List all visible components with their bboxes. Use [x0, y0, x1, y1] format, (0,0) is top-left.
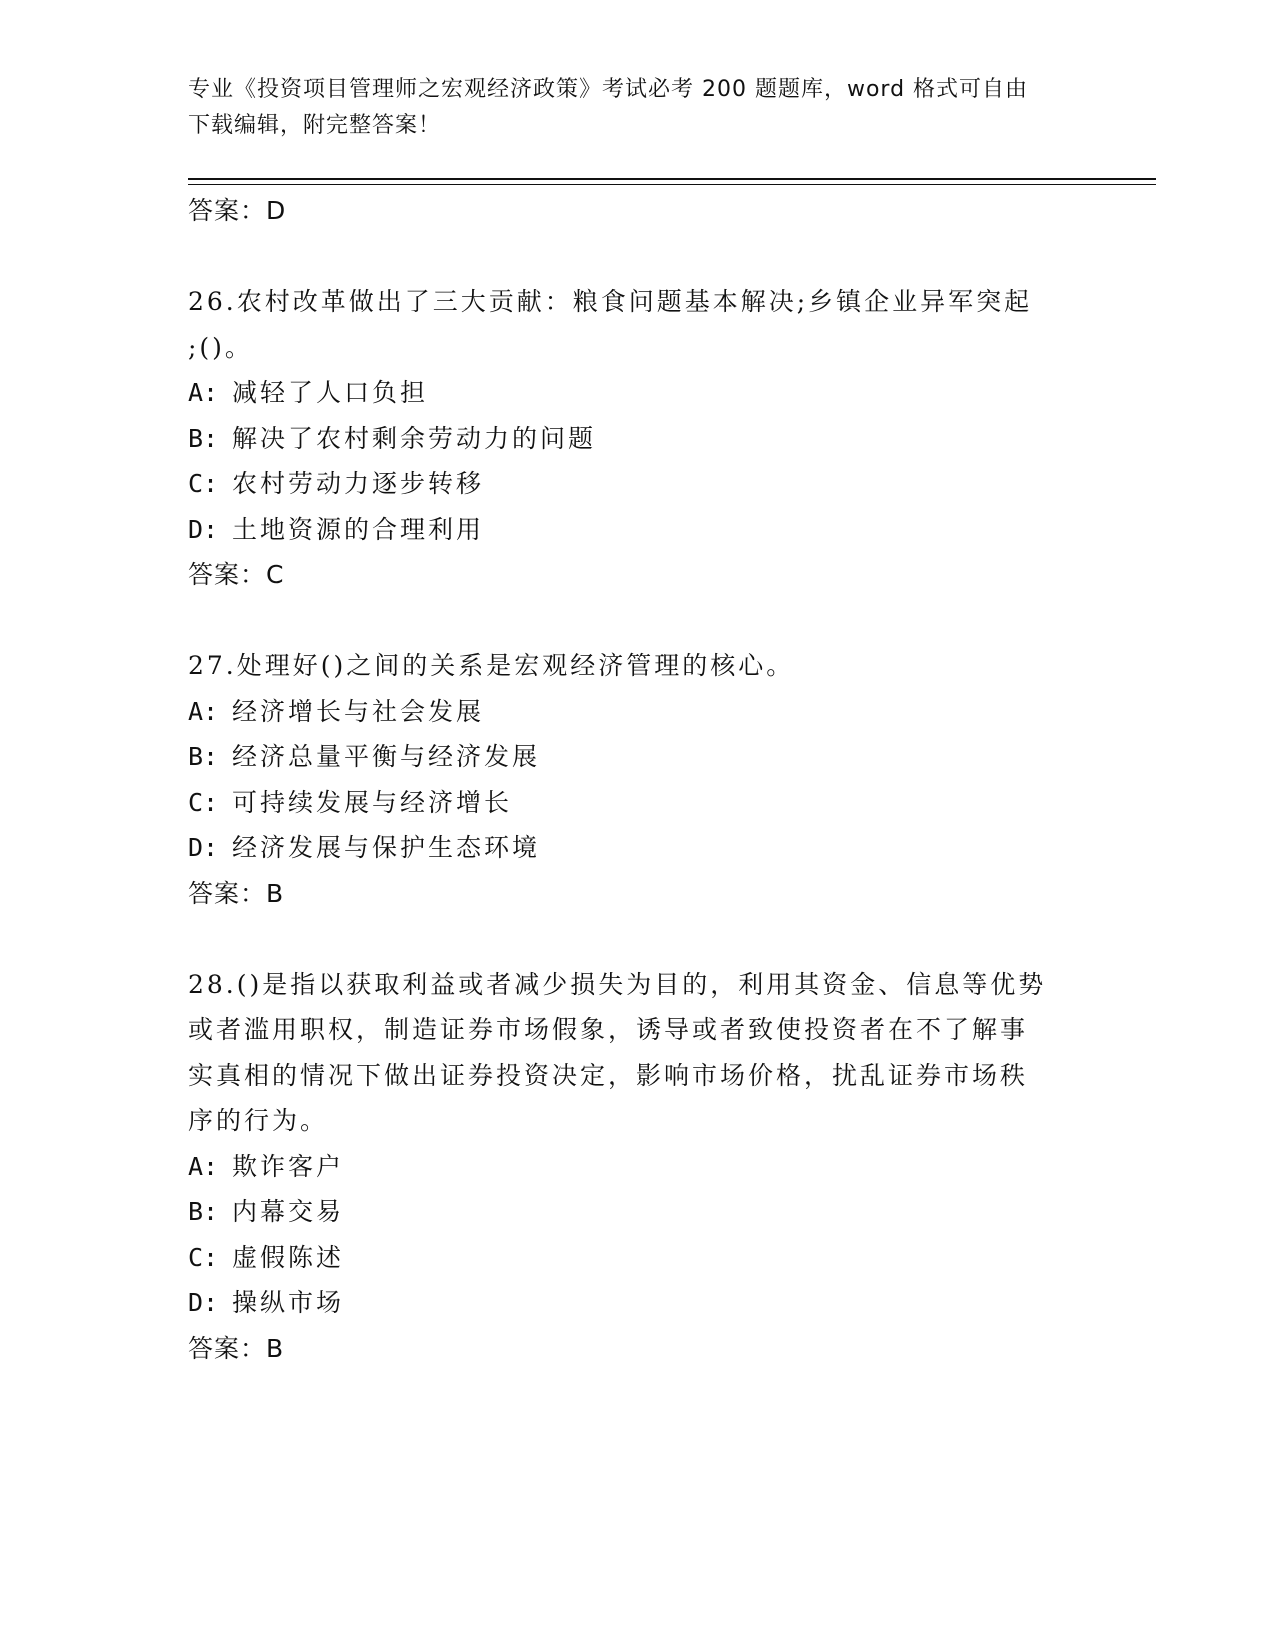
answer-line: 答案：D: [188, 196, 287, 225]
question-line: 序的行为。: [188, 1106, 329, 1135]
header-divider: [188, 178, 1156, 185]
question-line: 27.处理好()之间的关系是宏观经济管理的核心。: [188, 651, 795, 680]
option-letter: D:: [188, 514, 219, 544]
question-text: [188, 279, 1088, 370]
question-text: [188, 643, 1088, 689]
option-letter: B:: [188, 1197, 219, 1226]
question-line: 26.农村改革做出了三大贡献：粮食问题基本解决;乡镇企业异军突起: [188, 287, 1033, 316]
answer-line: 答案：B: [188, 1333, 285, 1363]
option-c: [188, 1235, 1088, 1281]
header-line-2: 下载编辑，附完整答案！: [188, 113, 442, 138]
option-b: [188, 416, 1088, 462]
option-letter: A:: [188, 1151, 219, 1181]
question-26: [188, 279, 1088, 598]
option-text: 减轻了人口负担: [232, 378, 429, 407]
option-text: 欺诈客户: [232, 1151, 345, 1181]
option-c: [188, 780, 1088, 826]
question-line: 28.()是指以获取利益或者减少损失为目的，利用其资金、信息等优势: [188, 969, 1047, 999]
option-text: 虚假陈述: [232, 1242, 345, 1272]
option-letter: C:: [188, 469, 219, 498]
question-28: [188, 962, 1088, 1372]
option-b: [188, 1189, 1088, 1235]
option-text: 经济发展与保护生态环境: [232, 833, 541, 862]
option-letter: D:: [188, 833, 219, 862]
option-c: [188, 461, 1088, 507]
option-d: [188, 1280, 1088, 1326]
question-line: 实真相的情况下做出证券投资决定，影响市场价格，扰乱证券市场秩: [188, 1060, 1029, 1090]
option-a: [188, 370, 1088, 416]
answer-line: 答案：B: [188, 878, 285, 908]
option-text: 解决了农村剩余劳动力的问题: [232, 423, 597, 453]
option-d: [188, 507, 1088, 553]
question-line: ;()。: [188, 332, 253, 362]
option-a: [188, 1144, 1088, 1190]
page-header: [188, 72, 1088, 144]
option-text: 可持续发展与经济增长: [232, 787, 513, 817]
document-body: [188, 188, 1088, 1372]
option-text: 经济增长与社会发展: [232, 696, 485, 726]
option-letter: A:: [188, 378, 219, 407]
option-b: [188, 734, 1088, 780]
question-text: [188, 962, 1088, 1144]
option-text: 经济总量平衡与经济发展: [232, 742, 541, 771]
answer-line: 答案：C: [188, 560, 285, 589]
option-text: 操纵市场: [232, 1288, 345, 1317]
option-letter: B:: [188, 423, 219, 453]
option-d: [188, 825, 1088, 871]
option-letter: C:: [188, 787, 219, 817]
header-line-1: 专业《投资项目管理师之宏观经济政策》考试必考 200 题题库，word 格式可自由: [188, 77, 1029, 102]
question-line: 或者滥用职权，制造证券市场假象，诱导或者致使投资者在不了解事: [188, 1015, 1029, 1044]
question-27: [188, 643, 1088, 917]
option-letter: A:: [188, 696, 219, 726]
option-letter: B:: [188, 742, 219, 771]
option-text: 土地资源的合理利用: [232, 514, 485, 544]
option-text: 内幕交易: [232, 1197, 345, 1226]
option-letter: C:: [188, 1242, 219, 1272]
option-a: [188, 689, 1088, 735]
option-text: 农村劳动力逐步转移: [232, 469, 485, 498]
option-letter: D:: [188, 1288, 219, 1317]
